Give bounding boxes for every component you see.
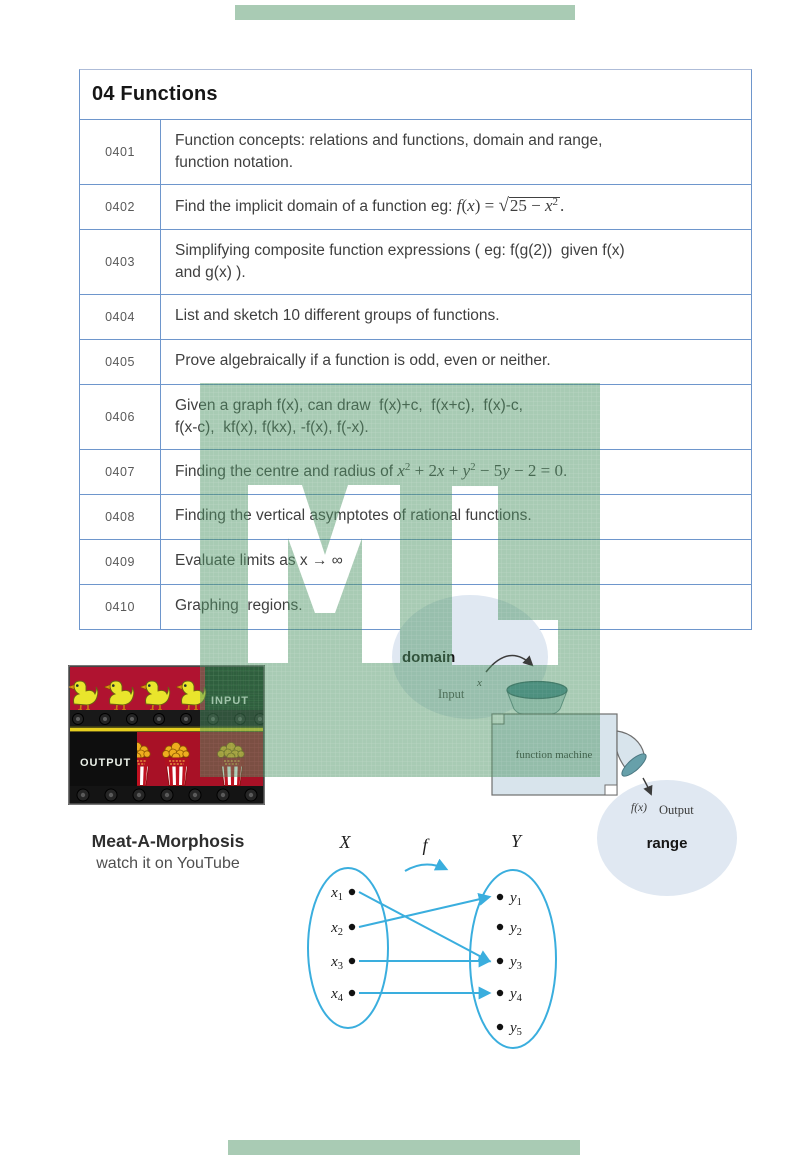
table-title: 04 Functions: [92, 83, 218, 105]
topic-code: 0410: [105, 600, 135, 614]
mapping-item-label: $y_4$: [510, 986, 522, 1004]
mapping-dot: [497, 990, 503, 996]
output-fx: f(x): [631, 802, 647, 814]
topic-code: 0409: [105, 555, 135, 569]
topic-code: 0401: [105, 145, 135, 159]
topic-code: 0408: [105, 510, 135, 524]
topic-code: 0402: [105, 200, 135, 214]
mapping-diagram: [295, 825, 575, 1060]
image-caption: [66, 830, 270, 875]
mapping-item-label: $x_1$: [331, 885, 343, 903]
mapping-item-label: $y_5$: [510, 1020, 522, 1038]
mapping-dot: [497, 958, 503, 964]
topic-code: 0404: [105, 310, 135, 324]
topic-description: Graphing regions.: [160, 585, 751, 629]
input-variable: x: [477, 677, 482, 689]
mapping-dot: [349, 924, 355, 930]
table-row: [80, 539, 751, 584]
output-label: Output: [659, 803, 694, 817]
input-label: INPUT: [211, 695, 249, 707]
topic-description: Prove algebraically if a function is odd, even or neither.: [160, 340, 751, 384]
mapping-dot: [497, 1024, 503, 1030]
caption-youtube-link[interactable]: watch it on YouTube: [96, 855, 240, 872]
topic-code: 0406: [105, 410, 135, 424]
topic-description: Evaluate limits as x → ∞: [160, 540, 751, 584]
mapping-item-label: $y_2$: [510, 920, 522, 938]
topic-code: 0403: [105, 255, 135, 269]
machine-label: function machine: [515, 749, 593, 761]
mapping-item-label: $y_1$: [510, 890, 522, 908]
watermark-strip-top: [235, 5, 575, 20]
function-label: f: [422, 835, 428, 855]
meat-a-morphosis-image: [68, 665, 265, 805]
topic-description: Function concepts: relations and functions, domain and range, function notation.: [160, 120, 751, 184]
topic-code: 0407: [105, 465, 135, 479]
topic-code: 0405: [105, 355, 135, 369]
topic-description: Simplifying composite function expressions ( eg: f(g(2)) given f(x) and g(x) ).: [160, 230, 751, 294]
table-rows: [80, 119, 751, 629]
topic-description: Find the implicit domain of a function eg: $f(x) = √25 - x^2$ .: [160, 185, 751, 229]
input-label: Input: [438, 687, 465, 701]
mapping-item-label: $y_3$: [510, 954, 522, 972]
set-x-label: X: [339, 832, 351, 852]
table-row: [80, 494, 751, 539]
set-y-label: Y: [510, 831, 522, 851]
topic-description: Finding the centre and radius of $x^2 + 2x + y^2 - 5y - 2 = 0$.: [160, 450, 751, 494]
table-row: [80, 449, 751, 494]
mapping-item-label: $x_3$: [331, 954, 343, 972]
funnel-opening: [507, 682, 567, 699]
topic-description: Given a graph f(x), can draw f(x)+c, f(x+c), f(x)-c, f(x-c), kf(x), f(kx), -f(x), f(-x).: [160, 385, 751, 449]
mapping-item-label: $x_2$: [331, 920, 343, 938]
mapping-dot: [497, 924, 503, 930]
range-label: range: [646, 835, 688, 852]
domain-label: domain: [402, 649, 456, 666]
topic-description: List and sketch 10 different groups of functions.: [160, 295, 751, 339]
table-row: [80, 184, 751, 229]
topic-description: Finding the vertical asymptotes of rational functions.: [160, 495, 751, 539]
table-row: [80, 294, 751, 339]
output-label: OUTPUT: [80, 757, 132, 769]
f-arrow: [405, 864, 446, 871]
table-row: [80, 384, 751, 449]
mapping-item-label: $x_4$: [331, 986, 343, 1004]
mapping-dot: [349, 958, 355, 964]
table-row: [80, 119, 751, 184]
caption-title: Meat-A-Morphosis: [91, 831, 245, 851]
mapping-dot: [349, 990, 355, 996]
table-row: [80, 229, 751, 294]
mapping-dot: [349, 889, 355, 895]
watermark-strip-bottom: [228, 1140, 580, 1155]
table-row: [80, 339, 751, 384]
set-x-ellipse: [308, 868, 388, 1028]
topics-table: [79, 69, 752, 630]
mapping-dot: [497, 894, 503, 900]
